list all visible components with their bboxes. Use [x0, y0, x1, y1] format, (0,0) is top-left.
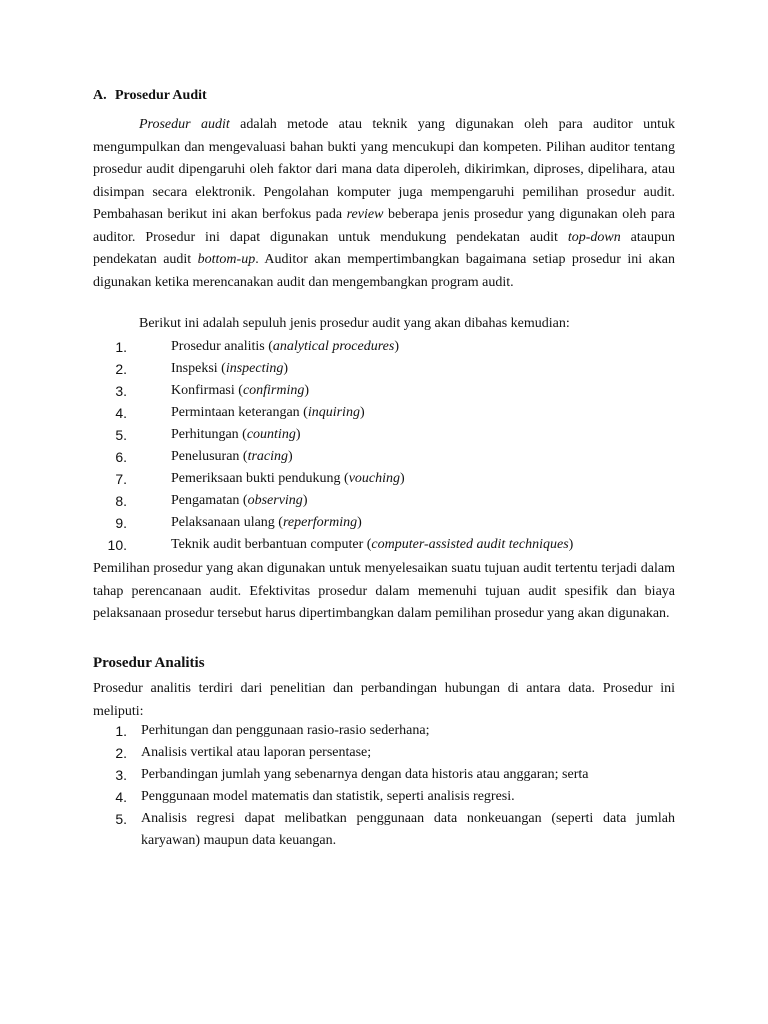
list-item: 5. Analisis regresi dapat melibatkan penggunaan data nonkeuangan (seperti data jumlah karyawan) maupun data keuangan. [115, 811, 675, 848]
list-intro: Berikut ini adalah sepuluh jenis prosedur audit yang akan dibahas kemudian: [139, 316, 570, 331]
list-item: 5. Perhitungan (counting) [115, 427, 301, 443]
term-prosedur-audit: Prosedur audit [139, 117, 230, 132]
term-review: review [346, 207, 384, 222]
list-item: 3. Perbandingan jumlah yang sebenarnya dengan data historis atau anggaran; serta [115, 767, 589, 783]
list-item: 4. Permintaan keterangan (inquiring) [115, 405, 365, 421]
intro-paragraph: Prosedur audit adalah metode atau teknik yang digunakan oleh para auditor untuk mengumpulkan dan mengevaluasi bahan bukti yang mencukupi dan kompeten. Pilihan auditor tentang prosedur audit dipengaruhi oleh faktor dari mana data diperoleh, dikirimkan, diproses, dipelihara, atau disimpan secara elektronik. Pengolahan komputer juga mempengaruhi pemilihan prosedur audit. Pembahasan berikut ini akan berfokus pada review beberapa jenis prosedur yang digunakan oleh para auditor. Prosedur ini dapat digunakan untuk mendukung pendekatan audit top-down ataupun pendekatan audit bottom-up. Auditor akan mempertimbangkan bagaimana setiap prosedur ini akan digunakan ketika merencanakan audit dan mengembangkan program audit. [93, 117, 675, 290]
selection-paragraph: Pemilihan prosedur yang akan digunakan untuk menyelesaikan suatu tujuan audit tertentu terjadi dalam tahap perencanaan audit. Efektivitas prosedur dalam memenuhi tujuan audit spesifik dan biaya pelaksanaan prosedur tersebut harus dipertimbangkan dalam pemilihan prosedur yang akan digunakan. [93, 561, 675, 621]
section-letter: A. [93, 88, 107, 103]
section-heading [93, 88, 207, 104]
subsection-text: Prosedur analitis terdiri dari penelitian dan perbandingan hubungan di antara data. Prosedur ini meliputi: [93, 681, 675, 719]
analytic-list [93, 720, 675, 852]
term-bottom-up: bottom-up [197, 252, 256, 267]
list-item: 10. Teknik audit berbantuan computer (computer-assisted audit techniques) [107, 537, 574, 553]
term-top-down: top-down [567, 229, 621, 245]
list-item: 9. Pelaksanaan ulang (reperforming) [115, 515, 362, 531]
list-item: 1. Prosedur analitis (analytical procedures) [115, 339, 399, 355]
list-item: 6. Penelusuran (tracing) [115, 449, 293, 465]
list-item: 1. Perhitungan dan penggunaan rasio-rasio sederhana; [115, 723, 430, 739]
procedure-list [93, 336, 574, 556]
subsection-title: Prosedur Analitis [93, 655, 205, 671]
section-title: Prosedur Audit [115, 88, 207, 103]
list-item: 2. Inspeksi (inspecting) [115, 361, 289, 377]
list-item: 7. Pemeriksaan bukti pendukung (vouching) [115, 471, 405, 487]
list-item: 4. Penggunaan model matematis dan statistik, seperti analisis regresi. [115, 789, 515, 805]
list-item: 8. Pengamatan (observing) [115, 493, 308, 509]
list-item: 3. Konfirmasi (confirming) [115, 383, 310, 399]
list-item: 2. Analisis vertikal atau laporan persentase; [115, 745, 372, 761]
